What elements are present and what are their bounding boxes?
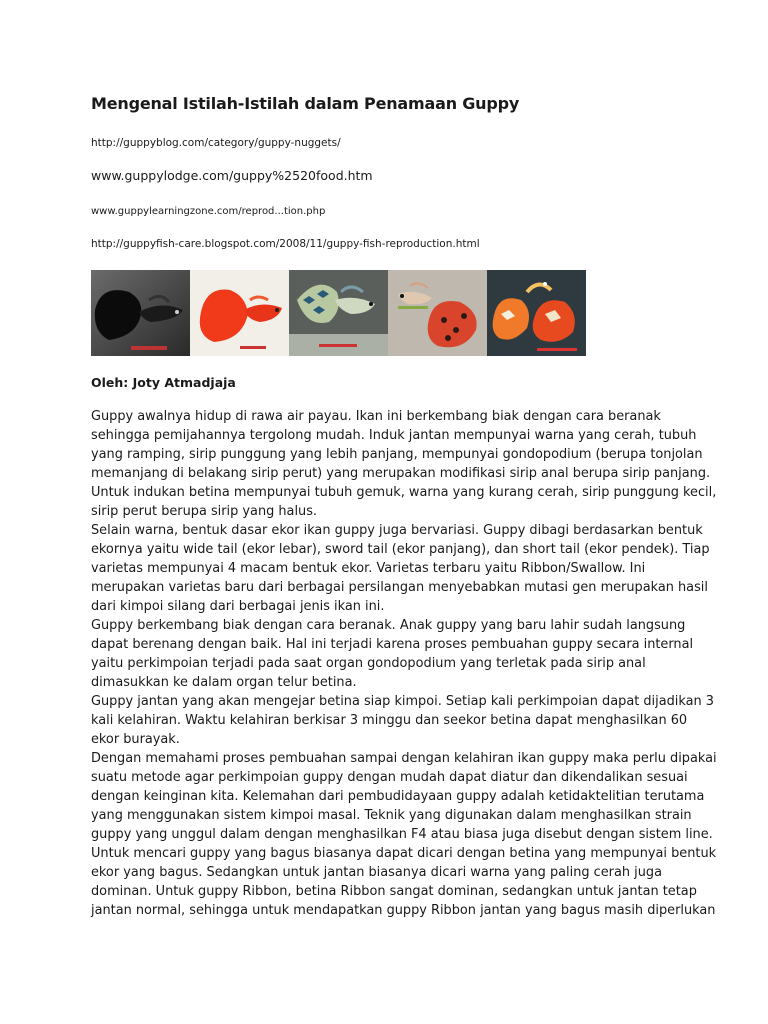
- reference-link-2[interactable]: www.guppylodge.com/guppy%2520food.htm: [91, 168, 373, 183]
- body-line: ekor yang bagus. Sedangkan untuk jantan biasanya dicari warna yang paling cerah juga: [91, 865, 662, 880]
- body-line: memanjang di belakang sirip perut) yang merupakan modifikasi sirip anal berupa sirip panjang.: [91, 466, 711, 481]
- document-title: Mengenal Istilah-Istilah dalam Penamaan Guppy: [91, 94, 520, 113]
- black-guppy-photo: [91, 270, 190, 356]
- body-line: ekor burayak.: [91, 732, 180, 747]
- body-line: dominan. Untuk guppy Ribbon, betina Ribbon sangat dominan, sedangkan untuk jantan tetap: [91, 884, 697, 899]
- body-line: varietas mempunyai 4 macam bentuk ekor. Varietas terbaru yaitu Ribbon/Swallow. Ini: [91, 561, 646, 576]
- blue-mosaic-guppy-photo: [289, 270, 388, 356]
- orange-pair-guppy-photo: [487, 270, 586, 356]
- body-line: yang menggunakan sistem kimpoi masal. Teknik yang digunakan dalam menghasilkan strain: [91, 808, 692, 823]
- body-line: Guppy awalnya hidup di rawa air payau. Ikan ini berkembang biak dengan cara beranak: [91, 409, 661, 424]
- body-line: ekornya yaitu wide tail (ekor lebar), sword tail (ekor panjang), dan short tail (ekor pendek). Tiap: [91, 542, 710, 557]
- body-line: dengan keinginan kita. Kelemahan dari pembudidayaan guppy adalah ketidaktelitian terutama: [91, 789, 705, 804]
- body-line: dapat berenang dengan baik. Hal ini terjadi karena proses pembuahan guppy secara internal: [91, 637, 694, 652]
- body-line: Untuk indukan betina mempunyai tubuh gemuk, warna yang kurang cerah, sirip punggung kecil,: [91, 485, 717, 500]
- body-line: yang ramping, sirip punggung yang lebih panjang, mempunyai gondopodium (berupa tonjolan: [91, 447, 703, 462]
- body-line: Untuk mencari guppy yang bagus biasanya dapat dicari dengan betina yang mempunyai bentuk: [91, 846, 717, 861]
- body-line: guppy yang unggul dalam dengan menghasilkan F4 atau biasa juga disebut dengan sistem line.: [91, 827, 713, 842]
- reference-link-3[interactable]: www.guppylearningzone.com/reprod...tion.php: [91, 206, 326, 217]
- guppy-photo-strip: [91, 270, 586, 356]
- body-line: Guppy jantan yang akan mengejar betina siap kimpoi. Setiap kali perkimpoian dapat dijadikan 3: [91, 694, 714, 709]
- red-leopard-guppy-photo: [388, 270, 487, 356]
- red-guppy-photo: [190, 270, 289, 356]
- body-line: sirip perut berupa sirip yang halus.: [91, 504, 318, 519]
- body-line: suatu metode agar perkimpoian guppy dengan mudah dapat diatur dan dikendalikan sesuai: [91, 770, 688, 785]
- author-line: Oleh: Joty Atmadjaja: [91, 375, 236, 390]
- body-line: kali kelahiran. Waktu kelahiran berkisar 3 minggu dan seekor betina dapat menghasilkan 60: [91, 713, 688, 728]
- body-line: yaitu perkimpoian terjadi pada saat organ gondopodium yang terletak pada sirip anal: [91, 656, 646, 671]
- body-line: jantan normal, sehingga untuk mendapatkan guppy Ribbon jantan yang bagus masih diperlukan: [91, 903, 716, 918]
- body-line: Selain warna, bentuk dasar ekor ikan guppy juga bervariasi. Guppy dibagi berdasarkan bentuk: [91, 523, 703, 538]
- body-line: Guppy berkembang biak dengan cara beranak. Anak guppy yang baru lahir sudah langsung: [91, 618, 686, 633]
- reference-link-1[interactable]: http://guppyblog.com/category/guppy-nuggets/: [91, 137, 341, 149]
- article-body: [91, 407, 717, 920]
- body-line: merupakan varietas baru dari berbagai persilangan menyebabkan mutasi gen merupakan hasil: [91, 580, 708, 595]
- body-line: dimasukkan ke dalam organ telur betina.: [91, 675, 357, 690]
- reference-link-4[interactable]: http://guppyfish-care.blogspot.com/2008/11/guppy-fish-reproduction.html: [91, 238, 480, 250]
- body-line: dari kimpoi silang dari berbagai jenis ikan ini.: [91, 599, 385, 614]
- body-line: Dengan memahami proses pembuahan sampai dengan kelahiran ikan guppy maka perlu dipakai: [91, 751, 717, 766]
- body-line: sehingga pemijahannya tergolong mudah. Induk jantan mempunyai warna yang cerah, tubuh: [91, 428, 697, 443]
